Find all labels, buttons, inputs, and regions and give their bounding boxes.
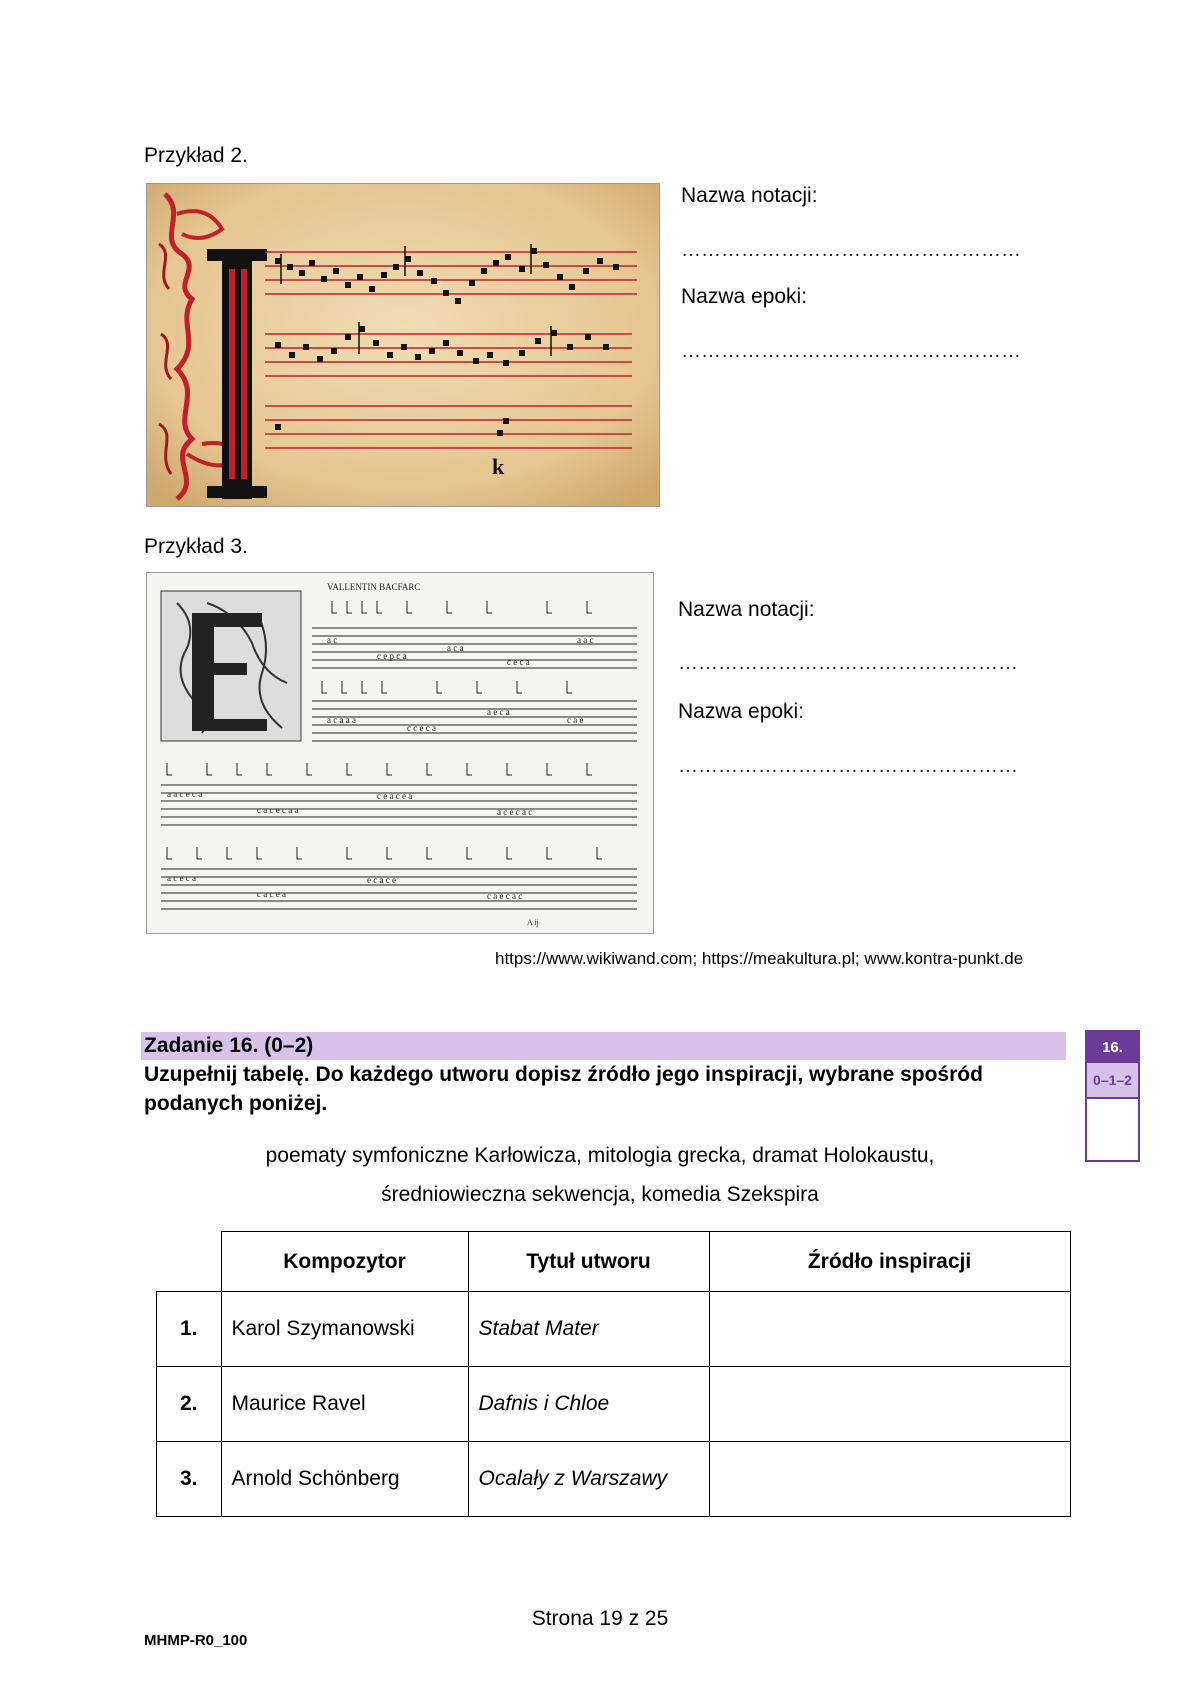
image-sources: https://www.wikiwand.com; https://meakultura.pl; www.kontra-punkt.de [495,949,1024,968]
exam-code: MHMP-R0_100 [144,1632,248,1649]
header-source: Źródło inspiracji [709,1232,1070,1292]
example-2-heading: Przykład 2. [144,144,248,167]
example-3-notation-label: Nazwa notacji: [678,598,815,621]
header-title: Tytuł utworu [468,1232,709,1292]
inspiration-table [156,1231,1071,1517]
table-row [157,1442,1071,1517]
header-composer: Kompozytor [221,1232,468,1292]
svg-text:a c: a c [327,635,338,645]
table-row [157,1367,1071,1442]
options-line-2: średniowieczna sekwencja, komedia Szekspira [381,1183,819,1206]
composer-cell: Karol Szymanowski [221,1292,468,1367]
source-answer-cell[interactable] [709,1367,1070,1442]
score-box [1085,1030,1140,1162]
svg-text:a a c e c a: a a c e c a [167,789,203,799]
score-range: 0–1–2 [1087,1063,1138,1099]
example-3-epoch-label: Nazwa epoki: [678,700,805,723]
title-cell: Ocalały z Warszawy [468,1442,709,1517]
svg-text:c a e: c a e [567,715,584,725]
svg-text:a c a: a c a [447,643,464,653]
example-2-notation-label: Nazwa notacji: [681,184,818,207]
task-instruction-line-2: podanych poniżej. [144,1092,328,1115]
composer-cell: Arnold Schönberg [221,1442,468,1517]
source-answer-cell[interactable] [709,1442,1070,1517]
task-instruction-line-1: Uzupełnij tabelę. Do każdego utworu dopisz źródło jego inspiracji, wybrane spośród [144,1063,983,1086]
neumatic-notation-image [146,183,660,507]
svg-text:a a c: a a c [577,635,594,645]
lute-tablature-image [146,572,654,934]
title-cell: Dafnis i Chloe [468,1367,709,1442]
svg-text:a c a a a: a c a a a [327,715,356,725]
row-number: 2. [157,1367,222,1442]
example-2-epoch-label: Nazwa epoki: [681,285,808,308]
svg-text:c e a c e a: c e a c e a [377,791,413,801]
options-line-1: poematy symfoniczne Karłowicza, mitologia grecka, dramat Holokaustu, [265,1144,935,1167]
svg-text:e c a c e: e c a c e [367,875,396,885]
neumatic-notation-drawing [147,184,659,506]
task-title-bar [141,1032,1066,1060]
table-row [157,1292,1071,1367]
example-3-epoch-answer-line[interactable]: …………………………………………… [678,755,1018,777]
table-header-row [157,1232,1071,1292]
row-number: 1. [157,1292,222,1367]
lute-tablature-drawing [147,573,653,933]
svg-text:a c e c a c: a c e c a c [497,807,533,817]
svg-text:a c e c a: a c e c a [167,873,196,883]
svg-text:A ij: A ij [527,918,539,927]
title-cell: Stabat Mater [468,1292,709,1367]
svg-text:c e p c a: c e p c a [377,651,407,661]
task-instruction [144,1060,983,1118]
example-2-epoch-answer-line[interactable]: …………………………………………… [681,340,1021,362]
svg-text:c c e c a: c c e c a [407,723,436,733]
row-number: 3. [157,1442,222,1517]
svg-text:c a c e a: c a c e a [257,889,286,899]
task-title: Zadanie 16. (0–2) [144,1034,314,1057]
table-corner-cell [157,1232,222,1292]
example-3-notation-answer-line[interactable]: …………………………………………… [678,652,1018,674]
svg-text:c a e c a c: c a e c a c [487,891,523,901]
composer-cell: Maurice Ravel [221,1367,468,1442]
source-answer-cell[interactable] [709,1292,1070,1367]
svg-text:k: k [492,454,505,479]
svg-text:c e c a: c e c a [507,657,530,667]
svg-text:c a c e c a a: c a c e c a a [257,805,299,815]
svg-text:a e c a: a e c a [487,707,510,717]
score-task-number: 16. [1087,1032,1138,1063]
example-2-notation-answer-line[interactable]: …………………………………………… [681,239,1021,261]
page-number: Strona 19 z 25 [531,1607,669,1630]
example-3-heading: Przykład 3. [144,535,248,558]
tablature-caption: VALLENTIN BACFARC [327,582,421,592]
